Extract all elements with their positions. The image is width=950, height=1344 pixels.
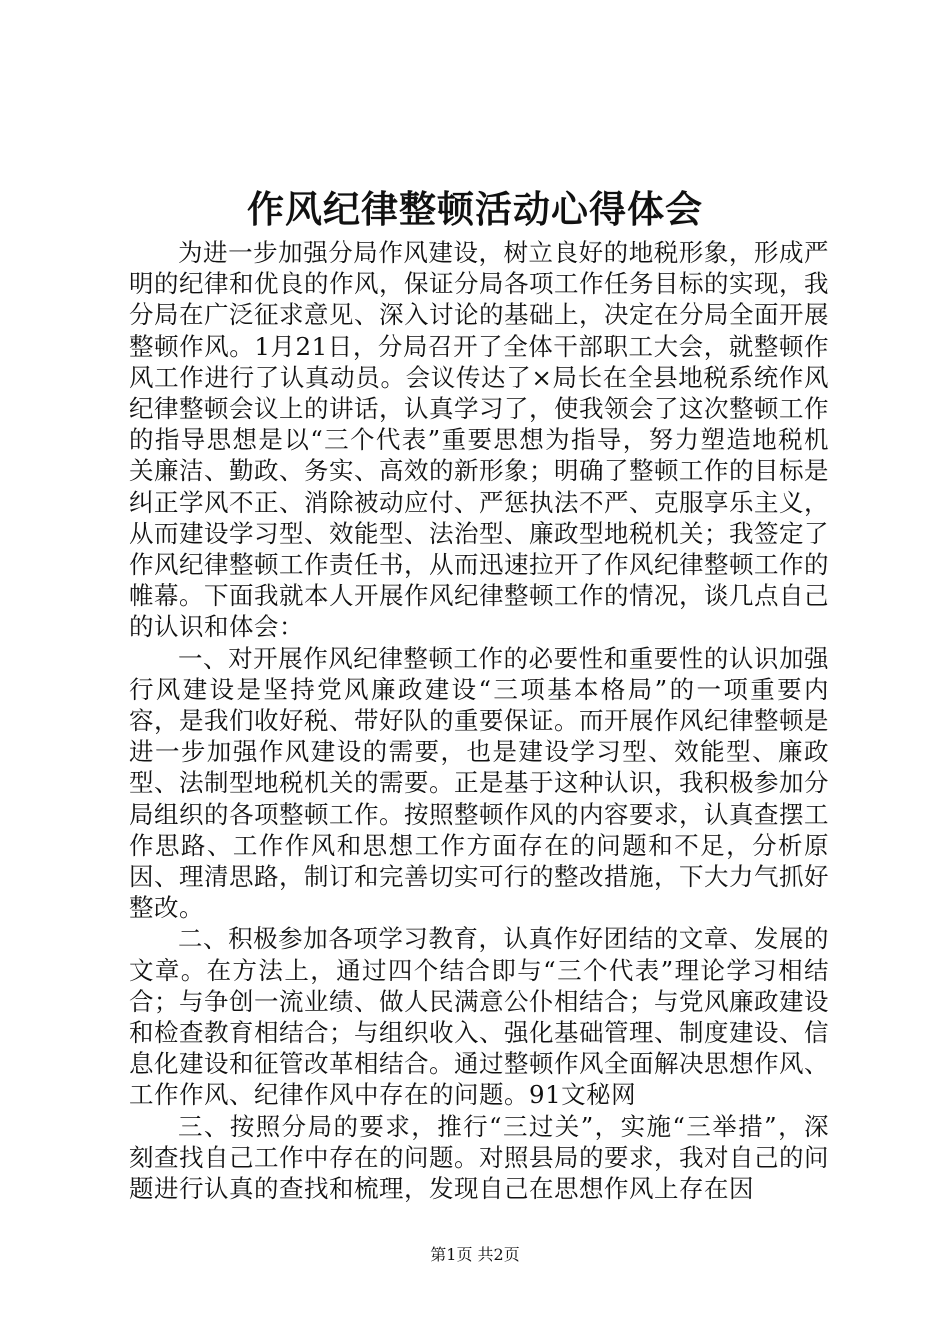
paragraph-section-1: 一、对开展作风纪律整顿工作的必要性和重要性的认识加强行风建设是坚持党风廉政建设“三项基本格局”的一项重要内容，是我们收好税、带好队的重要保证。而开展作风纪律整顿是进一步加强作风建设的需要，也是建设学习型、效能型、廉政型、法制型地税机关的需要。正是基于这种认识，我积极参加分局组织的各项整顿工作。按照整顿作风的内容要求，认真查摆工作思路、工作作风和思想工作方面存在的问题和不足，分析原因、理清思路，制订和完善切实可行的整改措施，下大力气抓好整改。 <box>129 643 829 923</box>
page-number-footer: 第1页 共2页 <box>430 1245 520 1264</box>
paragraph-section-2: 二、积极参加各项学习教育，认真作好团结的文章、发展的文章。在方法上，通过四个结合即与“三个代表”理论学习相结合；与争创一流业绩、做人民满意公仆相结合；与党风廉政建设和检查教育相结合；与组织收入、强化基础管理、制度建设、信息化建设和征管改革相结合。通过整顿作风全面解决思想作风、工作作风、纪律作风中存在的问题。91文秘网 <box>129 924 829 1110</box>
paragraph-section-3: 三、按照分局的要求，推行“三过关”，实施“三举措”，深刻查找自己工作中存在的问题。对照县局的要求，我对自己的问题进行认真的查找和梳理，发现自己在思想作风上存在因 <box>129 1111 829 1204</box>
paragraph-intro: 为进一步加强分局作风建设，树立良好的地税形象，形成严明的纪律和优良的作风，保证分局各项工作任务目标的实现，我分局在广泛征求意见、深入讨论的基础上，决定在分局全面开展整顿作风。1月21日，分局召开了全体干部职工大会，就整顿作风工作进行了认真动员。会议传达了×局长在全县地税系统作风纪律整顿会议上的讲话，认真学习了，使我领会了这次整顿工作的指导思想是以“三个代表”重要思想为指导，努力塑造地税机关廉洁、勤政、务实、高效的新形象；明确了整顿工作的目标是纠正学风不正、消除被动应付、严惩执法不严、克服享乐主义，从而建设学习型、效能型、法治型、廉政型地税机关；我签定了作风纪律整顿工作责任书，从而迅速拉开了作风纪律整顿工作的帷幕。下面我就本人开展作风纪律整顿工作的情况，谈几点自己的认识和体会： <box>129 238 829 642</box>
document-title: 作风纪律整顿活动心得体会 <box>247 187 703 231</box>
document-body <box>129 237 829 1204</box>
